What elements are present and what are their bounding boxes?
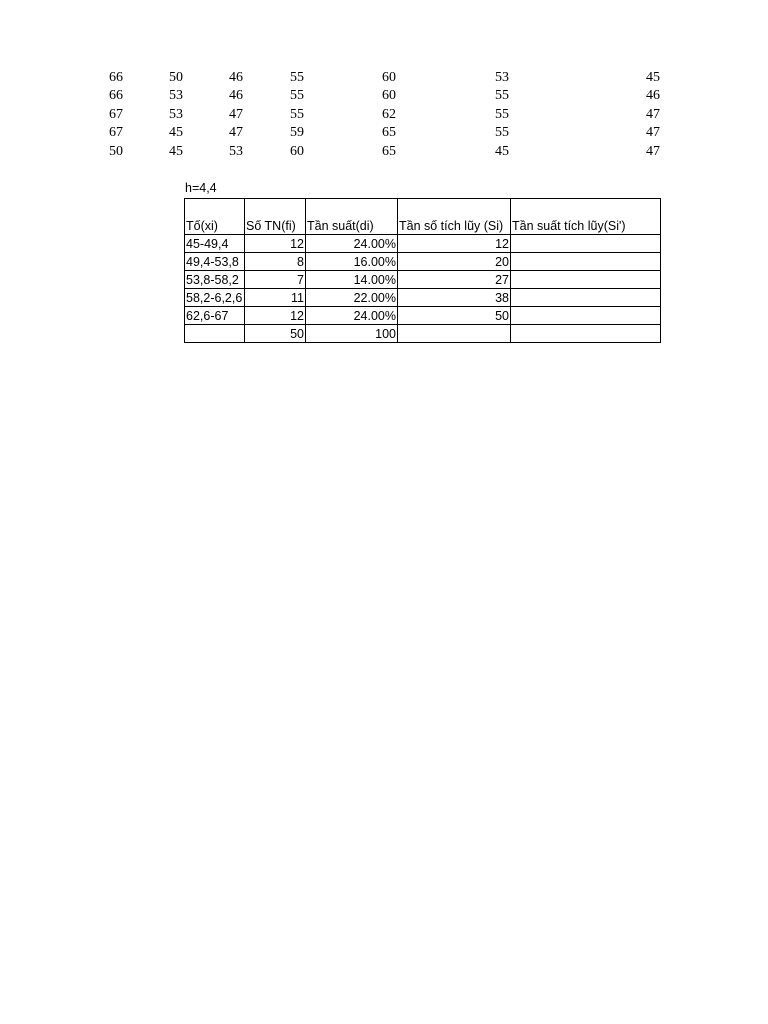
raw-data-cell: 50 [169,70,183,85]
table-row [185,289,661,307]
column-header-cumulative-relative-frequency: Tần suất tích lũy(Si') [511,199,661,235]
table-cell: 7 [245,271,306,289]
raw-data-cell: 47 [646,106,660,122]
table-cell: 16.00% [306,253,398,271]
column-header-relative-frequency: Tần suất(di) [306,199,398,235]
column-header-frequency: Số TN(fi) [245,199,306,235]
frequency-table [184,198,661,343]
raw-data-cell: 66 [109,88,123,104]
raw-data-cell: 53 [495,70,509,85]
table-cell: 12 [245,235,306,253]
raw-data-row [0,124,768,142]
raw-data-cell: 60 [382,70,396,85]
column-header-class: Tố(xi) [185,199,245,235]
raw-data-cell: 67 [109,125,123,141]
table-cell [511,271,661,289]
table-cell [511,253,661,271]
raw-data-cell: 55 [290,70,304,85]
raw-data-cell: 55 [495,125,509,141]
raw-data-cell: 45 [495,143,509,159]
table-row [185,271,661,289]
table-cell: 53,8-58,2 [185,271,245,289]
raw-data-row [0,106,768,124]
raw-data-cell: 65 [382,143,396,159]
raw-data-row [0,69,768,87]
raw-data-cell: 60 [382,88,396,104]
table-cell: 22.00% [306,289,398,307]
table-cell: 11 [245,289,306,307]
raw-data-cell: 47 [229,106,243,122]
table-cell [511,307,661,325]
table-header-row [185,199,661,235]
raw-data-cell: 67 [109,106,123,122]
raw-data-row [0,87,768,105]
table-cell: 45-49,4 [185,235,245,253]
raw-data-cell: 53 [169,88,183,104]
raw-data-cell: 66 [109,70,123,85]
table-cell: 24.00% [306,235,398,253]
column-header-cumulative-frequency: Tần số tích lũy (Si) [398,199,511,235]
table-cell: 27 [398,271,511,289]
raw-data-cell: 50 [109,143,123,159]
table-cell: 100 [306,325,398,343]
raw-data-cell: 59 [290,125,304,141]
raw-data-row [0,143,768,161]
raw-data-cell: 55 [290,88,304,104]
raw-data-cell: 55 [290,106,304,122]
table-cell: 50 [398,307,511,325]
raw-data-cell: 47 [229,125,243,141]
raw-data-cell: 47 [646,143,660,159]
raw-data-cell: 65 [382,125,396,141]
class-width-label: h=4,4 [185,181,217,195]
raw-data-cell: 46 [229,70,243,85]
table-cell: 12 [245,307,306,325]
table-cell: 58,2-6,2,6 [185,289,245,307]
table-total-row [185,325,661,343]
raw-data-cell: 60 [290,143,304,159]
table-row [185,307,661,325]
table-cell: 14.00% [306,271,398,289]
raw-data-cell: 53 [229,143,243,159]
table-cell [511,325,661,343]
raw-data-cell: 62 [382,106,396,122]
table-cell: 24.00% [306,307,398,325]
raw-data-cell: 45 [169,143,183,159]
raw-data-cell: 46 [229,88,243,104]
table-row [185,253,661,271]
raw-data-cell: 45 [646,70,660,85]
raw-data-block [0,69,768,161]
raw-data-cell: 46 [646,88,660,104]
table-cell [398,325,511,343]
table-cell: 12 [398,235,511,253]
table-cell: 49,4-53,8 [185,253,245,271]
table-cell: 8 [245,253,306,271]
table-cell: 20 [398,253,511,271]
raw-data-cell: 45 [169,125,183,141]
raw-data-cell: 55 [495,106,509,122]
table-cell [511,235,661,253]
table-cell: 62,6-67 [185,307,245,325]
raw-data-cell: 55 [495,88,509,104]
table-cell [185,325,245,343]
table-cell: 50 [245,325,306,343]
table-row [185,235,661,253]
table-cell [511,289,661,307]
raw-data-cell: 53 [169,106,183,122]
raw-data-cell: 47 [646,125,660,141]
table-cell: 38 [398,289,511,307]
